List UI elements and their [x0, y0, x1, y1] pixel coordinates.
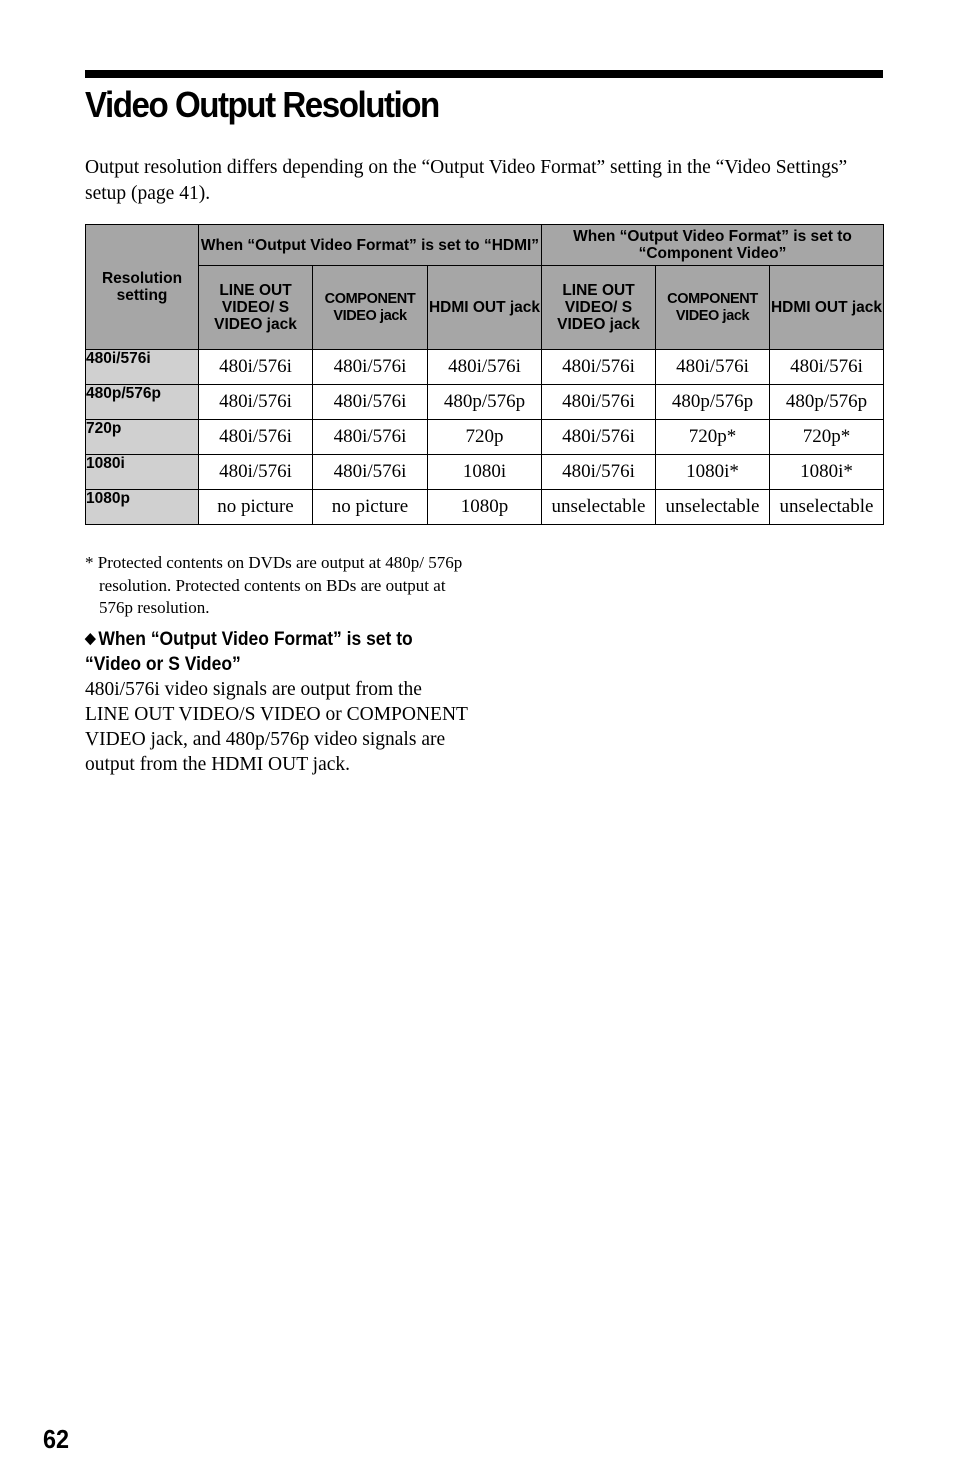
- table-row: [86, 385, 884, 420]
- section-heading: [85, 626, 444, 677]
- column-header: LINE OUT VIDEO/ S VIDEO jack: [199, 266, 313, 350]
- column-header: LINE OUT VIDEO/ S VIDEO jack: [542, 266, 656, 350]
- table-cell: 720p*: [656, 420, 770, 455]
- section-body: 480i/576i video signals are output from the LINE OUT VIDEO/S VIDEO or COMPONENT VIDEO jack, and 480p/576p video signals are output from the HDMI OUT jack.: [85, 679, 468, 775]
- table-row: [86, 420, 884, 455]
- table-cell: 480i/576i: [542, 455, 656, 490]
- hdmi-group-header: When “Output Video Format” is set to “HDMI”: [199, 225, 542, 266]
- component-group-header: When “Output Video Format” is set to “Component Video”: [542, 225, 884, 266]
- table-cell: 480i/576i: [199, 385, 313, 420]
- page-number: 62: [43, 1424, 70, 1454]
- table-cell: 480i/576i: [313, 420, 428, 455]
- table-cell: no picture: [199, 490, 313, 525]
- row-label: 1080i: [86, 455, 199, 490]
- table-cell: 480i/576i: [428, 350, 542, 385]
- table-cell: 480i/576i: [199, 350, 313, 385]
- table-cell: unselectable: [656, 490, 770, 525]
- table-cell: 480i/576i: [199, 420, 313, 455]
- resolution-table: [85, 224, 884, 525]
- top-rule: [85, 70, 883, 78]
- intro-paragraph: Output resolution differs depending on the “Output Video Format” setting in the “Video Settings” setup (page 41).: [85, 157, 848, 204]
- column-header: COMPONENT VIDEO jack: [313, 266, 428, 350]
- footnote: * Protected contents on DVDs are output at 480p/ 576p resolution. Protected contents on BDs are output at 576p resolution.: [85, 553, 463, 617]
- table-cell: 1080i*: [656, 455, 770, 490]
- row-label: 480p/576p: [86, 385, 199, 420]
- table-cell: 480i/576i: [542, 350, 656, 385]
- column-header: HDMI OUT jack: [770, 266, 884, 350]
- table-cell: 480i/576i: [770, 350, 884, 385]
- resolution-setting-header: Resolution setting: [86, 225, 199, 350]
- table-cell: 1080p: [428, 490, 542, 525]
- table-cell: 480i/576i: [313, 350, 428, 385]
- table-cell: no picture: [313, 490, 428, 525]
- table-cell: unselectable: [542, 490, 656, 525]
- table-cell: 480p/576p: [428, 385, 542, 420]
- table-header-row: [86, 225, 884, 266]
- row-label: 1080p: [86, 490, 199, 525]
- table-row: [86, 490, 884, 525]
- table-cell: 480i/576i: [313, 385, 428, 420]
- table-row: [86, 455, 884, 490]
- table-cell: 480i/576i: [656, 350, 770, 385]
- section-heading-text: When “Output Video Format” is set to “Video or S Video”: [85, 629, 413, 675]
- table-cell: 1080i: [428, 455, 542, 490]
- table-cell: 480i/576i: [542, 385, 656, 420]
- column-header: COMPONENT VIDEO jack: [656, 266, 770, 350]
- table-cell: 480p/576p: [656, 385, 770, 420]
- table-subheader-row: [86, 266, 884, 350]
- table-cell: 480i/576i: [313, 455, 428, 490]
- table-cell: 1080i*: [770, 455, 884, 490]
- table-cell: 720p*: [770, 420, 884, 455]
- table-cell: unselectable: [770, 490, 884, 525]
- column-header: HDMI OUT jack: [428, 266, 542, 350]
- table-cell: 720p: [428, 420, 542, 455]
- row-label: 480i/576i: [86, 350, 199, 385]
- diamond-bullet-icon: ◆: [85, 630, 96, 647]
- table-cell: 480i/576i: [542, 420, 656, 455]
- page-title: Video Output Resolution: [85, 84, 439, 125]
- table-cell: 480i/576i: [199, 455, 313, 490]
- table-cell: 480p/576p: [770, 385, 884, 420]
- row-label: 720p: [86, 420, 199, 455]
- table-row: [86, 350, 884, 385]
